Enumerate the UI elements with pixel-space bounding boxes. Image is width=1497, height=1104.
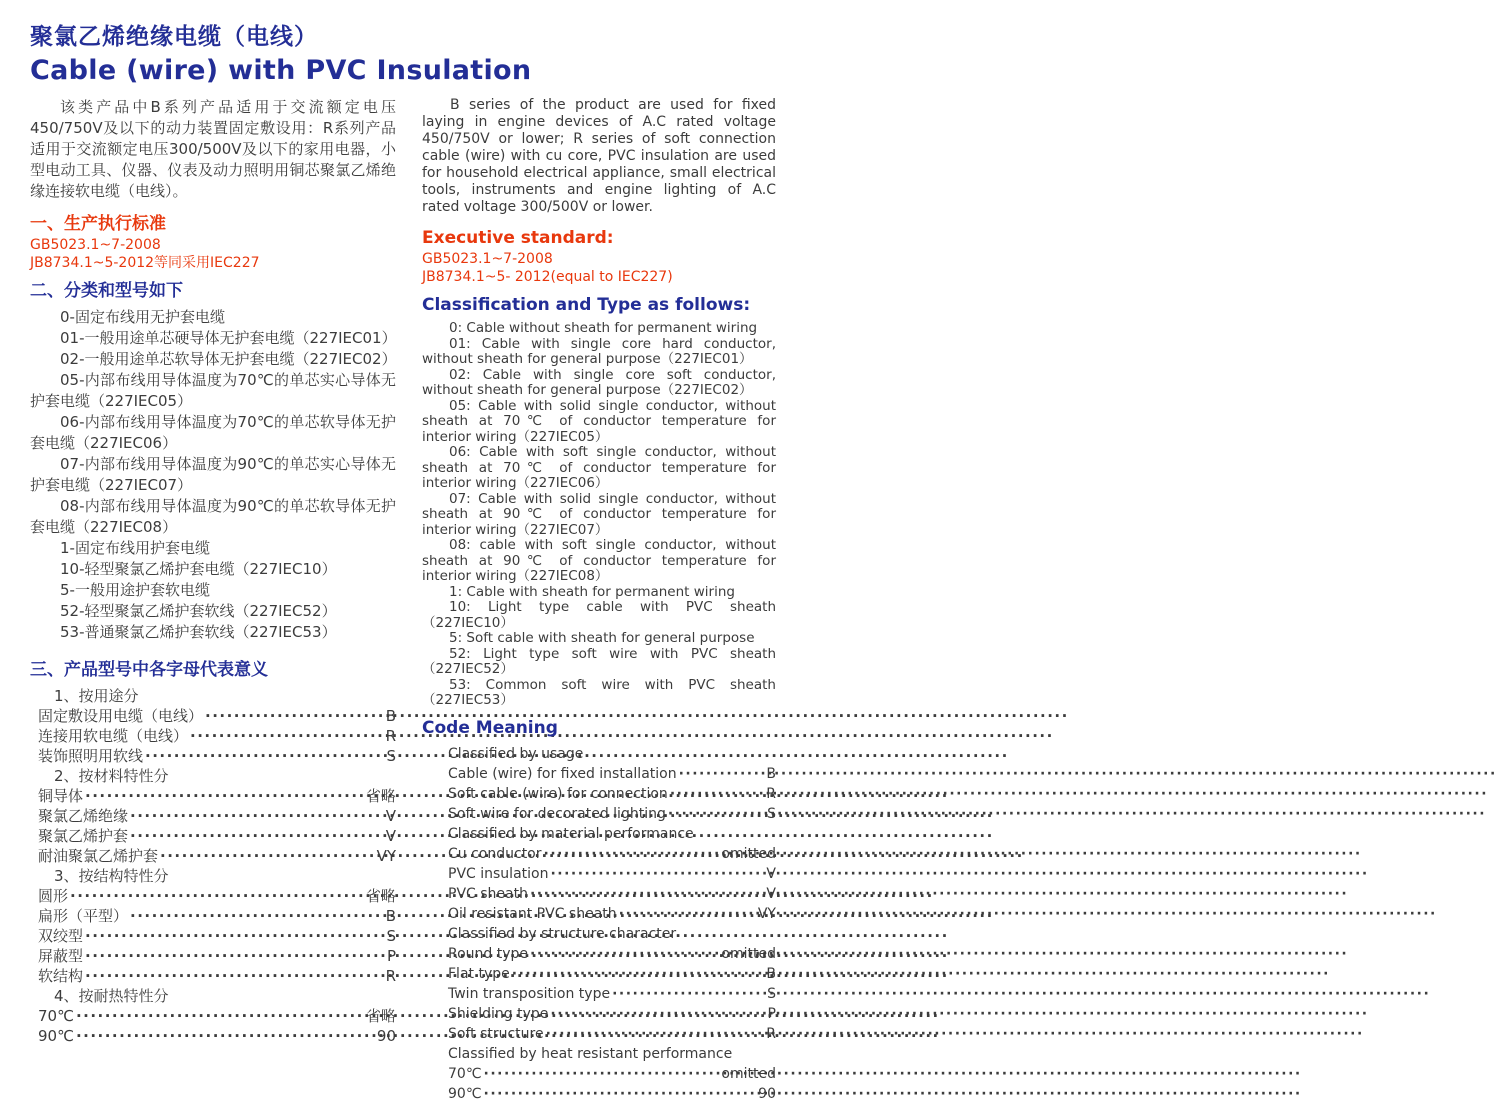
code-subhead [38, 686, 396, 706]
code-label: Oil resistant PVC sheath [448, 905, 617, 922]
code-row [38, 826, 396, 846]
dot-leader [484, 1084, 757, 1104]
code-value: V [385, 807, 396, 825]
code-value: B [766, 765, 776, 782]
code-value: 省略 [365, 787, 396, 805]
code-row [448, 1084, 776, 1104]
dot-leader [550, 864, 764, 884]
code-subhead-label: Classified by usage [448, 745, 584, 762]
code-label: 扁形（平型） [38, 907, 129, 925]
code-label: Soft wire for decorated lighting [448, 805, 666, 822]
code-row [448, 804, 776, 824]
code-row [448, 964, 776, 984]
code-value: B [385, 707, 396, 725]
code-row [38, 1026, 396, 1046]
dot-leader [550, 1004, 765, 1024]
dot-leader [130, 826, 384, 846]
code-subhead [38, 986, 396, 1006]
code-row [38, 886, 396, 906]
dot-leader [668, 804, 765, 824]
dot-leader [85, 966, 384, 986]
code-value: R [766, 785, 776, 802]
dot-leader [160, 846, 375, 866]
code-value: B [766, 965, 776, 982]
code-value: S [386, 927, 396, 945]
two-column-layout [30, 97, 776, 1104]
code-subhead-label: Classified by structure character [448, 925, 677, 942]
section-heading-code-meaning-en: Code Meaning [422, 717, 558, 738]
chinese-column [30, 97, 396, 1046]
code-label: 铜导体 [38, 787, 84, 805]
code-value: V [766, 865, 776, 882]
code-label: Flat type [448, 965, 510, 982]
code-row [38, 706, 396, 726]
classification-list-cn [30, 307, 396, 643]
code-label: Cu conductor [448, 845, 542, 862]
code-label: Soft cable (wire) for connection [448, 785, 668, 802]
code-meaning-list-en [422, 744, 776, 1104]
code-value: omitted [721, 1065, 776, 1082]
code-row [448, 784, 776, 804]
code-row [38, 906, 396, 926]
class-item: 52-轻型聚氯乙烯护套软线（227IEC52） [60, 602, 337, 620]
code-value: R [385, 727, 396, 745]
code-value: VY [757, 905, 776, 922]
class-item: 06: Cable with soft single conductor, without sheath at 70℃ of conductor temperature for interior wiring（227IEC06） [422, 444, 776, 491]
dot-leader [85, 786, 364, 806]
class-item: 1-固定布线用护套电缆 [60, 539, 210, 557]
code-value: 90 [758, 1085, 776, 1102]
dot-leader [612, 984, 765, 1004]
section-heading-classification-en: Classification and Type as follows: [422, 295, 751, 315]
code-subhead-label: Classified by heat resistant performance [448, 1045, 733, 1062]
dot-leader [130, 906, 384, 926]
code-row [448, 764, 776, 784]
standard-line: GB5023.1~7-2008 [422, 251, 553, 267]
code-row [38, 1006, 396, 1026]
dot-leader [76, 1026, 375, 1046]
dot-leader [130, 806, 384, 826]
code-label: 装饰照明用软线 [38, 747, 144, 765]
code-row [448, 844, 776, 864]
section-heading-classification-cn: 二、分类和型号如下 [30, 281, 183, 301]
dot-leader [190, 726, 384, 746]
code-subhead [38, 866, 396, 886]
code-value: 省略 [365, 1007, 396, 1025]
code-row [38, 926, 396, 946]
code-value: 省略 [365, 887, 396, 905]
code-label: 90℃ [448, 1085, 482, 1102]
code-label: Round type [448, 945, 529, 962]
code-value: 90 [376, 1027, 396, 1045]
class-item: 08: cable with soft single conductor, without sheath at 90℃ of conductor temperature for interior wiring（227IEC08） [422, 537, 776, 584]
code-value: V [385, 827, 396, 845]
dot-leader [85, 926, 384, 946]
code-label: 70℃ [448, 1065, 482, 1082]
english-top-block [422, 97, 776, 709]
code-subhead-label: 2、按材料特性分 [54, 767, 169, 785]
code-row [38, 726, 396, 746]
class-item: 07-内部布线用导体温度为90℃的单芯实心导体无护套电缆（227IEC07） [30, 455, 396, 494]
class-item: 1: Cable with sheath for permanent wiring [449, 583, 735, 600]
class-item: 53-普通聚氯乙烯护套软线（227IEC53） [60, 623, 337, 641]
class-item: 01-一般用途单芯硬导体无护套电缆（227IEC01） [60, 329, 397, 347]
code-label: PVC sheath [448, 885, 528, 902]
section-heading-standard-cn: 一、生产执行标准 [30, 214, 166, 234]
executive-standard-en [422, 226, 776, 286]
code-row [38, 786, 396, 806]
intro-paragraph-en: B series of the product are used for fixed laying in engine devices of A.C rated voltage 450/750V or lower; R series of soft connection cable (wire) with cu core, PVC insulation are used for household electrical appliance, small electrical tools, instruments and engine lighting of A.C rated voltage 300/500V or lower. [422, 97, 776, 215]
chinese-top-block [30, 97, 396, 651]
class-item: 53: Common soft wire with PVC sheath（227IEC53） [422, 676, 776, 708]
dot-leader [619, 904, 756, 924]
code-value: P [386, 947, 396, 965]
code-row [448, 1004, 776, 1024]
code-row [38, 846, 396, 866]
code-subhead-label: 4、按耐热特性分 [54, 987, 169, 1005]
code-meaning-list-cn [30, 686, 396, 1046]
dot-leader [145, 746, 384, 766]
class-item: 0-固定布线用无护套电缆 [60, 308, 225, 326]
class-item: 01: Cable with single core hard conductor, without sheath for general purpose（227IEC01） [422, 335, 776, 367]
code-subhead [38, 766, 396, 786]
code-row [448, 864, 776, 884]
code-label: Twin transposition type [448, 985, 611, 1002]
code-row [448, 1024, 776, 1044]
code-subhead-label: Classified by material performance [448, 825, 694, 842]
dot-leader [546, 1024, 765, 1044]
class-item: 06-内部布线用导体温度为70℃的单芯软导体无护套电缆（227IEC06） [30, 413, 396, 452]
code-subhead [448, 924, 776, 944]
code-subhead [448, 824, 776, 844]
code-value: S [767, 805, 776, 822]
code-value: B [385, 907, 396, 925]
code-label: 双绞型 [38, 927, 84, 945]
code-subhead [448, 1044, 776, 1064]
dot-leader [530, 884, 764, 904]
code-row [448, 984, 776, 1004]
code-value: omitted [721, 945, 776, 962]
code-row [448, 944, 776, 964]
code-label: PVC insulation [448, 865, 549, 882]
dot-leader [530, 944, 719, 964]
code-value: V [766, 885, 776, 902]
dot-leader [70, 886, 364, 906]
code-label: 屏蔽型 [38, 947, 84, 965]
dot-leader [205, 706, 384, 726]
code-label: 连接用软电缆（电线） [38, 727, 189, 745]
code-row [38, 946, 396, 966]
class-item: 02-一般用途单芯软导体无护套电缆（227IEC02） [60, 350, 397, 368]
code-value: S [767, 985, 776, 1002]
class-item: 0: Cable without sheath for permanent wiring [449, 320, 758, 336]
code-subhead-label: 1、按用途分 [54, 687, 139, 705]
class-item: 5-一般用途护套软电缆 [60, 581, 210, 599]
code-row [448, 1064, 776, 1084]
dot-leader [679, 764, 765, 784]
class-item: 05-内部布线用导体温度为70℃的单芯实心导体无护套电缆（227IEC05） [30, 371, 396, 410]
code-value: R [766, 1025, 776, 1042]
section-heading-standard-en: Executive standard: [422, 228, 614, 248]
code-value: S [386, 747, 396, 765]
code-label: 耐油聚氯乙烯护套 [38, 847, 159, 865]
dot-leader [484, 1064, 720, 1084]
executive-standard-cn [30, 212, 396, 272]
code-value: R [385, 967, 396, 985]
standard-line: JB8734.1~5-2012等同采用IEC227 [30, 255, 260, 271]
code-value: omitted [721, 845, 776, 862]
code-value: P [767, 1005, 776, 1022]
page-title-chinese: 聚氯乙烯绝缘电缆（电线） [30, 24, 318, 50]
code-label: 90℃ [38, 1027, 74, 1045]
code-label: Cable (wire) for fixed installation [448, 765, 677, 782]
code-subhead-label: 3、按结构特性分 [54, 867, 169, 885]
code-label: Soft structure [448, 1025, 544, 1042]
standard-line: GB5023.1~7-2008 [30, 237, 161, 253]
class-item: 52: Light type soft wire with PVC sheath（227IEC52） [422, 645, 776, 677]
code-row [38, 806, 396, 826]
dot-leader [544, 844, 720, 864]
dot-leader [670, 784, 764, 804]
code-label: 圆形 [38, 887, 69, 905]
code-row [448, 884, 776, 904]
page-title-english: Cable (wire) with PVC Insulation [30, 55, 532, 86]
class-item: 10: Light type cable with PVC sheath（227IEC10） [422, 599, 776, 631]
class-item: 02: Cable with single core soft conductor, without sheath for general purpose（227IEC02） [422, 366, 776, 398]
code-subhead [448, 744, 776, 764]
class-item: 07: Cable with solid single conductor, without sheath at 90℃ of conductor temperature for interior wiring（227IEC07） [422, 490, 776, 538]
code-row [38, 966, 396, 986]
code-label: 70℃ [38, 1007, 74, 1025]
code-label: 聚氯乙烯绝缘 [38, 807, 129, 825]
class-item: 05: Cable with solid single conductor, without sheath at 70℃ of conductor temperature for interior wiring（227IEC05） [422, 397, 776, 445]
class-item: 08-内部布线用导体温度为90℃的单芯软导体无护套电缆（227IEC08） [30, 497, 396, 536]
dot-leader [512, 964, 765, 984]
english-column [422, 97, 776, 1104]
dot-leader [85, 946, 385, 966]
code-label: Shielding type [448, 1005, 549, 1022]
code-label: 聚氯乙烯护套 [38, 827, 129, 845]
classification-list-en [422, 321, 776, 709]
code-value: VY [376, 847, 396, 865]
class-item: 5: Soft cable with sheath for general purpose [449, 630, 755, 646]
class-item: 10-轻型聚氯乙烯护套电缆（227IEC10） [60, 560, 337, 578]
section-heading-code-meaning-cn: 三、产品型号中各字母代表意义 [30, 660, 268, 680]
standard-line: JB8734.1~5- 2012(equal to IEC227) [422, 269, 673, 285]
dot-leader [76, 1006, 364, 1026]
code-row [448, 904, 776, 924]
intro-paragraph-cn: 该类产品中B系列产品适用于交流额定电压450/750V及以下的动力装置固定敷设用：R系列产品适用于交流额定电压300/500V及以下的家用电器，小型电动工具、仪器、仪表及动力照明用铜芯聚氯乙烯绝缘连接软电缆（电线）。 [30, 98, 396, 200]
code-label: 固定敷设用电缆（电线） [38, 707, 204, 725]
code-row [38, 746, 396, 766]
code-label: 软结构 [38, 967, 84, 985]
